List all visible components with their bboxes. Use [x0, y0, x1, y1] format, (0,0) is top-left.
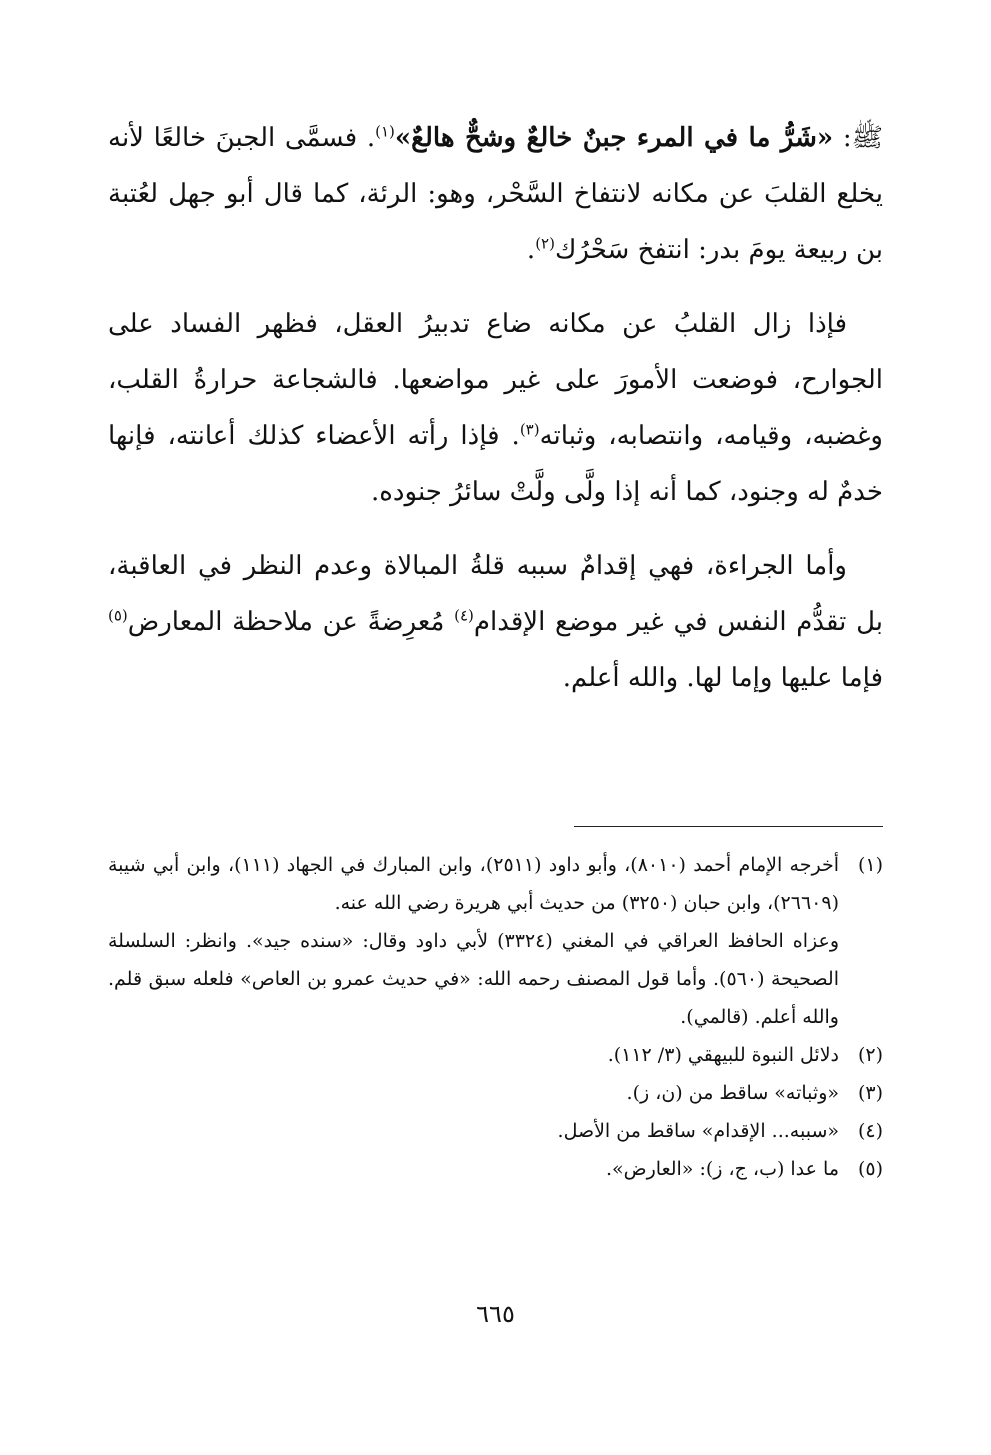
footnotes: [108, 846, 883, 1188]
footnote-ref-5[interactable]: (٥): [108, 606, 128, 625]
paragraph-2-end: . فإذا رأته الأعضاء كذلك أعانته، فإنها خدمٌ له وجنود، كما أنه إذا ولَّى ولَّتْ سائرُ جنوده.: [108, 421, 883, 507]
footnote-4: [108, 1112, 883, 1150]
paragraph-1-end: .: [526, 235, 536, 265]
footnote-3-text: «وثباته» ساقط من (ن، ز).: [626, 1082, 839, 1104]
paragraph-1: [108, 110, 883, 278]
footnote-ref-4[interactable]: (٤): [454, 606, 474, 625]
footnote-2-text: دلائل النبوة للبيهقي (٣/ ١١٢).: [607, 1044, 839, 1066]
footnote-2-number: (٢): [857, 1044, 883, 1066]
footnote-1: [108, 846, 883, 922]
footnote-1-number: (١): [857, 854, 883, 876]
footnote-1-text: أخرجه الإمام أحمد (٨٠١٠)، وأبو داود (٢٥١١)، وابن المبارك في الجهاد (١١١)، وابن أبي شيبة (٢٦٦٠٩)، وابن حبان (٣٢٥٠) من حديث أبي هريرة رضي الله عنه.: [108, 854, 839, 914]
footnote-4-text: «سببه... الإقدام» ساقط من الأصل.: [557, 1120, 839, 1142]
footnote-2: [108, 1036, 883, 1074]
footnote-5: [108, 1150, 883, 1188]
footnote-3: [108, 1074, 883, 1112]
main-text: [108, 110, 883, 724]
paragraph-3-end: فإما عليها وإما لها. والله أعلم.: [562, 663, 883, 693]
footnote-5-text: ما عدا (ب، ج، ز): «العارض».: [605, 1158, 839, 1180]
page-number: ٦٦٥: [476, 1300, 515, 1328]
paragraph-2-text: فإذا زال القلبُ عن مكانه ضاع تدبيرُ العقل، فظهر الفساد على الجوارح، فوضعت الأمورَ على غير مواضعها. فالشجاعة حرارةُ القلب، وغضبه، وقيامه، وانتصابه، وثباته: [108, 309, 883, 451]
footnote-5-number: (٥): [857, 1158, 883, 1180]
prophet-salutation: ﷺ:: [833, 123, 883, 153]
paragraph-2: [108, 296, 883, 520]
footnote-1-continuation: وعزاه الحافظ العراقي في المغني (٣٣٢٤) لأبي داود وقال: «سنده جيد». وانظر: السلسلة الصحيحة (٥٦٠). وأما قول المصنف رحمه الله: «في حديث عمرو بن العاص» فلعله سبق قلم. والله أعلم. (قالمي).: [108, 930, 840, 1028]
footnote-3-number: (٣): [857, 1082, 883, 1104]
footnote-ref-2[interactable]: (٢): [535, 234, 555, 253]
paragraph-3-text: وأما الجراءة، فهي إقدامٌ سببه قلةُ المبالاة وعدم النظر في العاقبة، بل تقدُّم النفس في غير موضع الإقدام: [108, 551, 883, 637]
hadith-quote: «شَرُّ ما في المرء جبنٌ خالعٌ وشحٌّ هالعٌ»: [394, 123, 834, 153]
paragraph-1-text: . فسمَّى الجبنَ خالعًا لأنه يخلع القلبَ عن مكانه لانتفاخ السَّحْر، وهو: الرئة، كما قال أبو جهل لعُتبة بن ربيعة يومَ بدر: انتفخ سَحْرُك: [108, 123, 883, 265]
footnote-ref-1[interactable]: (١): [375, 122, 395, 141]
footnote-4-number: (٤): [857, 1120, 883, 1142]
footnote-ref-3[interactable]: (٣): [519, 420, 540, 439]
footnote-separator: [574, 826, 883, 827]
paragraph-3-middle: مُعرِضةً عن ملاحظة المعارض: [127, 607, 455, 637]
paragraph-3: [108, 538, 883, 706]
